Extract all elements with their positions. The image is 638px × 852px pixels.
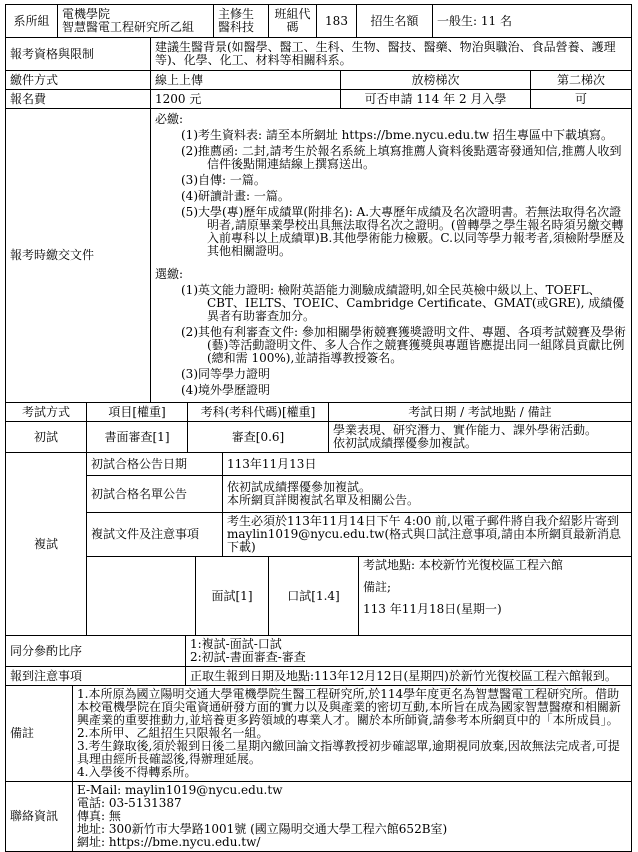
remark-item: 3.考生錄取後,須於報到日後二星期內繳回論文指導教授初步確認單,逾期視同放棄,因故無法完成者,可提具理由經所長確認後,得辦理延展。 <box>77 739 620 766</box>
tiebreak-line: 1:複試-面試-口試 <box>190 637 282 651</box>
department-college: 電機學院 <box>62 7 111 21</box>
contact-content <box>73 782 631 851</box>
class-code-value: 183 <box>317 5 357 37</box>
notice-line: 考生必須於113年11月14日下午 4:00 前,以電子郵件將自我介紹影片寄到 <box>227 514 619 528</box>
exam-item-header: 項目[權重] <box>87 403 188 421</box>
class-code-label: 班組代碼 <box>269 5 317 37</box>
notice-subrow <box>87 513 631 557</box>
required-item: (1)考生資料表: 請至本所網址 https://bme.nycu.edu.tw 招生專區中下載填寫。 <box>181 128 613 142</box>
qualification-row <box>6 38 631 71</box>
pass-date-label: 初試合格公告日期 <box>87 453 223 475</box>
exam-header-row <box>6 403 631 422</box>
interview-subject: 口試[1.4] <box>269 557 359 635</box>
exam-method-header: 考試方式 <box>6 403 87 421</box>
optional-item: (4)境外學歷證明 <box>181 383 270 397</box>
interview-date: 113 年11月18日(星期一) <box>363 602 502 616</box>
required-item: (3)自傳: 一篇。 <box>181 173 266 187</box>
first-exam-label: 初試 <box>6 422 87 452</box>
pass-date-subrow <box>87 453 631 476</box>
quota-label: 招生名額 <box>357 5 433 37</box>
pass-list-line: 依初試成績擇優參加複試。 <box>227 480 372 494</box>
exam-datetime-header: 考試日期 / 考試地點 / 備註 <box>408 404 552 419</box>
notice-value <box>223 513 631 556</box>
tiebreak-label: 同分參酌比序 <box>6 636 186 666</box>
registration-text: 正取生報到日期及地點:113年12月12日(星期四)於新竹光復校區工程六館報到。 <box>190 668 617 683</box>
interview-detail <box>359 557 631 635</box>
optional-item: (1)英文能力證明: 檢附英語能力測驗成績證明,如全民英檢中級以上、TOEFL、CBT、IELTS、TOEIC、Cambridge Certificate、GMAT(或GRE), 成績優異者有助審查加分。 <box>181 283 625 323</box>
optional-item: (3)同等學力證明 <box>181 367 270 381</box>
remarks-row <box>6 686 631 782</box>
remark-item: 2.本所甲、乙組招生只限報名一組。 <box>77 726 269 740</box>
interview-note-label: 備註; <box>363 580 392 594</box>
documents-label: 報考時繳交文件 <box>6 109 151 402</box>
submission-value: 線上上傳 <box>151 71 341 89</box>
pass-list-label: 初試合格名單公告 <box>87 476 223 512</box>
pass-list-line: 本所網頁詳閱複試名單及相關公告。 <box>227 493 420 507</box>
fee-value: 1200 元 <box>151 90 341 108</box>
second-exam-content <box>87 453 631 635</box>
first-exam-note-line: 依初試成績擇優參加複試。 <box>333 436 478 450</box>
documents-row <box>6 109 631 403</box>
second-exam-label: 複試 <box>6 453 87 635</box>
contact-row <box>6 782 631 851</box>
contact-fax: 傳真: 無 <box>77 809 121 823</box>
first-exam-note-line: 學業表現、研究潛力、實作能力、課外學術活動。 <box>333 423 598 437</box>
contact-label: 聯絡資訊 <box>6 782 73 851</box>
optional-item: (2)其他有利審查文件: 參加相關學術競賽獲獎證明文件、專題、各項考試競賽及學術(藝)等活動證明文件、多人合作之競賽獲獎與專題皆應提出同一組隊員貢獻比例(總和需 100%),並請指導教授簽名。 <box>181 325 626 365</box>
contact-website: 網址: https://bme.nycu.edu.tw/ <box>77 835 261 849</box>
notice-label: 複試文件及注意事項 <box>87 513 223 556</box>
registration-label: 報到注意事項 <box>6 667 186 685</box>
tiebreak-row <box>6 636 631 667</box>
release-batch-value: 第二梯次 <box>556 72 605 87</box>
interview-subrow <box>87 557 631 635</box>
qualification-label: 報考資格與限制 <box>6 38 151 70</box>
required-item: (5)大學(專)歷年成績單(附排名): A.大專歷年成績及名次證明書。若無法取得名次證明者,請原畢業學校出具無法取得名次之證明。(曾轉學之學生報名時須另繳交轉入前專科以上成績單)B.其他學術能力檢覈。C.以同等學力報考者,須檢附學歷及其他相關證明。 <box>181 205 625 258</box>
pass-date-value: 113年11月13日 <box>227 456 317 471</box>
interview-item: 面試[1] <box>196 557 269 635</box>
quota-value: 一般生: 11 名 <box>437 13 512 28</box>
feb-entry-label: 可否申請 114 年 2 月入學 <box>341 90 531 108</box>
contact-email: E-Mail: maylin1019@nycu.edu.tw <box>77 783 283 797</box>
documents-content <box>151 109 631 402</box>
interview-empty-cell <box>87 557 196 635</box>
second-exam-row <box>6 453 631 636</box>
required-header: 必繳: <box>155 112 184 126</box>
remarks-content <box>73 686 631 781</box>
major-value: 主修生醫科技 <box>214 5 269 37</box>
fee-label: 報名費 <box>6 90 151 108</box>
pass-list-subrow <box>87 476 631 513</box>
qualification-text: 建議生醫背景(如醫學、醫工、生科、生物、醫技、醫藥、物治與職治、食品營養、護理等)、化學、化工、材料等相關科系。 <box>155 40 616 67</box>
pass-list-value <box>223 476 631 512</box>
required-item: (4)研讀計畫: 一篇。 <box>181 189 290 203</box>
registration-row <box>6 667 631 686</box>
fee-row <box>6 90 631 109</box>
optional-header: 選繳: <box>155 267 184 281</box>
department-row <box>6 5 631 38</box>
remark-item: 4.入學後不得轉系所。 <box>77 765 197 779</box>
submission-row <box>6 71 631 90</box>
feb-entry-value: 可 <box>574 91 587 106</box>
first-exam-note <box>329 422 631 452</box>
department-label: 系所組 <box>6 5 58 37</box>
interview-location: 考試地點: 本校新竹光復校區工程六館 <box>363 558 563 572</box>
tiebreak-line: 2:初試-書面審查-審查 <box>190 650 306 664</box>
remarks-label: 備註 <box>6 686 73 781</box>
tiebreak-value <box>186 636 631 666</box>
remark-item: 1.本所原為國立陽明交通大學電機學院生醫工程研究所,於114學年度更名為智慧醫電工程研究所。借助本校電機學院在頂尖電資通研發方面的實力以及與產業的密切互動,本所旨在成為國家智慧醫療和相關新興產業的重要推動力,並培養更多跨領域的專業人才。關於本所師資,請參考本所網頁中的「本所成員」。 <box>77 687 621 727</box>
submission-label: 繳件方式 <box>6 71 151 89</box>
required-item: (2)推薦函: 二封,請考生於報名系統上填寫推薦人資料後點選寄發通知信,推薦人收到信件後點開連結線上撰寫送出。 <box>181 144 622 171</box>
first-exam-subject: 審查[0.6] <box>188 422 329 452</box>
department-value <box>58 5 214 37</box>
exam-subject-header: 考科(考科代碼)[權重] <box>188 403 329 421</box>
contact-address: 地址: 300新竹市大學路1001號 (國立陽明交通大學工程六館652B室) <box>77 822 448 836</box>
first-exam-item: 書面審查[1] <box>87 422 188 452</box>
department-institute: 智慧醫電工程研究所乙組 <box>62 20 195 34</box>
first-exam-row <box>6 422 631 453</box>
notice-line: maylin1019@nycu.edu.tw(格式與口試注意事項,請由本所網頁最新消息下載) <box>227 527 621 554</box>
release-batch-label: 放榜梯次 <box>341 71 531 89</box>
admission-info-table <box>5 4 632 852</box>
contact-phone: 電話: 03-5131387 <box>77 796 182 810</box>
